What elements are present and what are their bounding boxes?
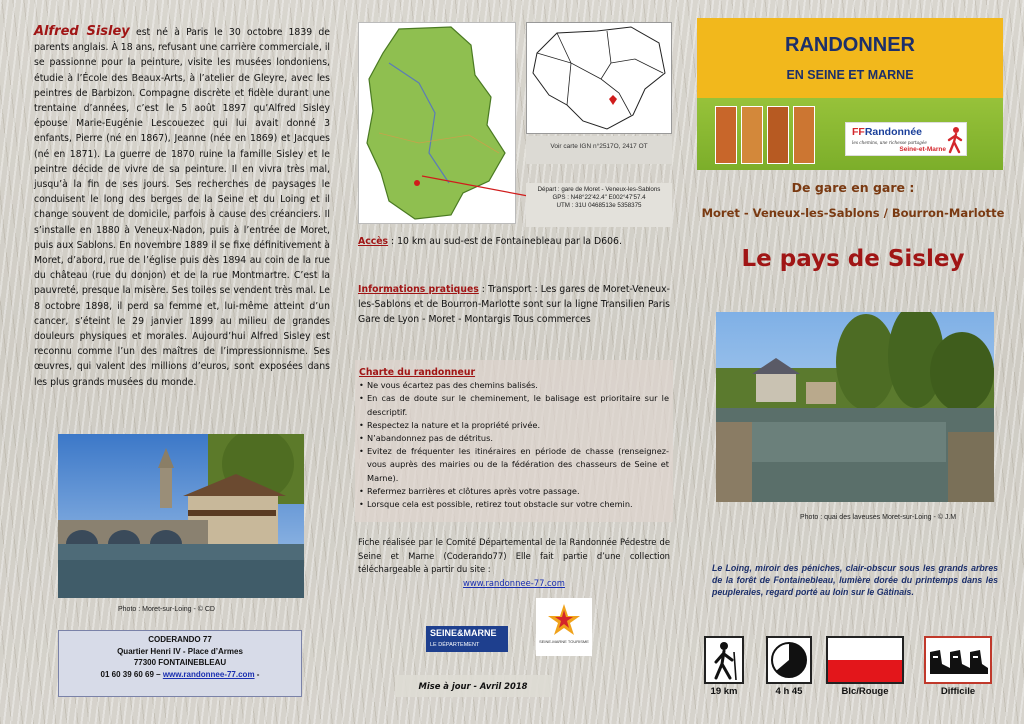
contact-phone: 01 60 39 60 69 – <box>100 669 163 679</box>
marking-value: Blc/Rouge <box>841 686 889 697</box>
region-locator-map <box>526 22 672 134</box>
ffr-slogan: les chemins, une richesse partagée <box>852 140 927 145</box>
hiker-icon <box>706 638 742 682</box>
bio-name: Alfred Sisley <box>34 24 130 39</box>
charter-item: • Respectez la nature et la propriété privée. <box>359 419 669 432</box>
bio-text: est né à Paris le 30 octobre 1839 de parents anglais. À 18 ans, refusant une carrière commerciale, il se passionne pour la peinture, visite les musées londoniens, étudie à l’École des Beaux-Arts, à l’atelier de Gleyre, avec les peintres de Barbizon. Compagne discrète et fidèle durant une trentaine d’années, c’est le 5 août 1897 qu’Alfred Sisley épouse Marie-Eugénie Lescouezec qui lui avait donné 3 enfants, Pierre (né en 1867), Jeanne (née en 1869) et Jacques (né en 1871). La guerre de 1870 ruine la famille Sisley et le peintre décide de vivre de sa peinture. Il en vivra très mal, jusqu’à la fin de ses jours. Ses recherches de paysages le conduisent le long des berges de la Seine et du Loing et il change souvent de domicile, parfois à cause des créanciers. Il s’installe en 1880 à Veneux-Nadon, puis à l’entrée de Moret, puis aux Sablons. En novembre 1889 il se fixe définitivement à Moret, d’abord, rue de l’église puis dès 1894 au coin de la rue du château (rue du donjon) et de la rue Montmartre. C’est la pauvreté, presque la misère. Ses toiles se vendent très mal. Le 8 octobre 1898, il perd sa femme et, lui-même atteint d’un cancer, s’éteint le 29 janvier 1899 au milieu de grandes douleurs physiques et morales. Aujourd’hui Alfred Sisley est reconnu comme l’un des maîtres de l’impressionnisme. Ses œuvres, qui valent des millions d’euros, sont exposées dans les plus grands musées du monde. <box>34 27 330 388</box>
ffrandonnee-logo <box>845 122 967 156</box>
charter-item: • Refermez barrières et clôtures après votre passage. <box>359 485 669 498</box>
ffr-region: Seine-et-Marne <box>899 146 946 153</box>
quai-des-laveuses-photo <box>716 312 994 502</box>
last-update: Mise à jour - Avril 2018 <box>395 675 551 697</box>
tourism-logo-text: SEINE-MARNE TOURISME <box>539 639 589 644</box>
contact-address: Quartier Henri IV - Place d’Armes <box>117 646 243 656</box>
map-pointer-line <box>420 172 530 202</box>
contact-org: CODERANDO 77 <box>148 635 212 644</box>
distance-stat <box>704 636 744 684</box>
star-icon <box>536 598 592 638</box>
departure-info <box>526 183 672 227</box>
contact-city: 77300 FONTAINEBLEAU <box>133 658 227 667</box>
charter-item: • Ne vous écartez pas des chemins balisés. <box>359 379 669 392</box>
moret-bridge-photo <box>58 434 304 598</box>
access-section <box>358 234 670 249</box>
randonner-banner <box>697 18 1003 170</box>
marking-stat <box>826 636 904 684</box>
sheet-credits <box>358 536 670 590</box>
ffr-logo-ff: FF <box>852 126 865 138</box>
duration-value: 4 h 45 <box>775 686 803 697</box>
sisley-biography <box>34 24 330 390</box>
route-stations: Moret - Veneux-les-Sablons / Bourron-Marlotte <box>701 206 1005 220</box>
seine-et-marne-department-logo <box>426 626 508 652</box>
access-heading: Accès <box>358 236 389 247</box>
banner-guides-strip <box>697 98 1003 170</box>
contact-box <box>58 630 302 697</box>
tourism-star-logo <box>536 598 592 656</box>
departure-gps: GPS : N48°22'42.4" E002°47'57.4 <box>552 194 646 201</box>
quai-des-laveuses-image <box>716 312 994 502</box>
practical-info-text: : Transport : Les gares de Moret-Veneux-les-Sablons et de Bourron-Marlotte sont sur la ligne Transilien Paris Gare de Lyon - Moret - Montargis Tous commerces <box>358 284 670 325</box>
banner-subtitle: EN SEINE ET MARNE <box>786 68 914 82</box>
charter-item: • Lorsque cela est possible, retirez tout obstacle sur votre chemin. <box>359 498 669 511</box>
contact-phone-line <box>59 669 301 681</box>
duration-stat <box>766 636 812 684</box>
hiker-figure-icon <box>947 126 963 154</box>
hiker-charter-title: Charte du randonneur <box>359 367 476 378</box>
route-heading: De gare en gare : <box>791 180 915 195</box>
sm-logo-subtitle: LE DÉPARTEMENT <box>430 642 480 648</box>
hiking-boots-icon <box>926 638 990 682</box>
collection-website-link[interactable]: www.randonnee-77.com <box>463 577 565 588</box>
sheet-credits-text: Fiche réalisée par le Comité Départemental de la Randonnée Pédestre de Seine et Marne (Coderando77) Elle fait partie d’une collection téléchargeable à partir du site : <box>358 537 670 574</box>
banner-title: RANDONNER <box>785 34 915 56</box>
distance-value: 19 km <box>710 686 738 697</box>
moret-bridge-image <box>58 434 304 598</box>
guide-book-2 <box>741 106 763 164</box>
photo2-caption: Photo : quai des laveuses Moret-sur-Loing - © J.M <box>800 514 957 521</box>
hiker-charter <box>355 360 673 522</box>
marking-red-band <box>828 660 902 682</box>
charter-item: • En cas de doute sur le cheminement, le balisage est prioritaire sur le descriptif. <box>359 392 669 418</box>
practical-info-section <box>358 282 670 327</box>
contact-website-link[interactable]: www.randonnee-77.com <box>162 669 255 679</box>
difficulty-stat <box>924 636 992 684</box>
access-text: : 10 km au sud-est de Fontainebleau par la D606. <box>388 236 622 247</box>
charter-item: • N’abandonnez pas de détritus. <box>359 432 669 445</box>
ile-de-france-map-image <box>527 23 671 133</box>
guide-book-1 <box>715 106 737 164</box>
departure-station: Départ : gare de Moret - Veneux-les-Sablons <box>537 186 661 193</box>
clock-icon <box>768 638 810 682</box>
walk-title: Le pays de Sisley <box>741 246 965 272</box>
sm-logo-title: SEINE&MARNE <box>430 628 497 638</box>
photo1-caption: Photo : Moret-sur-Loing - © CD <box>118 606 215 613</box>
marking-white-band <box>828 638 902 660</box>
guide-book-4 <box>793 106 815 164</box>
departure-utm: UTM : 31U 0468513e 5358375 <box>556 202 642 209</box>
charter-item: • Evitez de fréquenter les itinéraires en période de chasse (renseignez-vous auprès des mairies ou de la fédération des chasseurs de Seine et Marne). <box>359 445 669 485</box>
practical-info-heading: Informations pratiques <box>358 284 479 295</box>
ffr-logo-name: Randonnée <box>864 126 922 138</box>
difficulty-value: Difficile <box>940 686 976 697</box>
contact-trail: - <box>254 669 260 679</box>
guide-book-3 <box>767 106 789 164</box>
hiker-charter-list <box>359 379 669 511</box>
ign-map-caption: Voir carte IGN n°2517O, 2417 OT <box>526 136 672 164</box>
walk-description: Le Loing, miroir des péniches, clair-obscur sous les grands arbres de la forêt de Fontainebleau, lumière dorée du printemps dans les peupleraies, regard porté au loin sur le Gâtinais. <box>712 563 998 597</box>
